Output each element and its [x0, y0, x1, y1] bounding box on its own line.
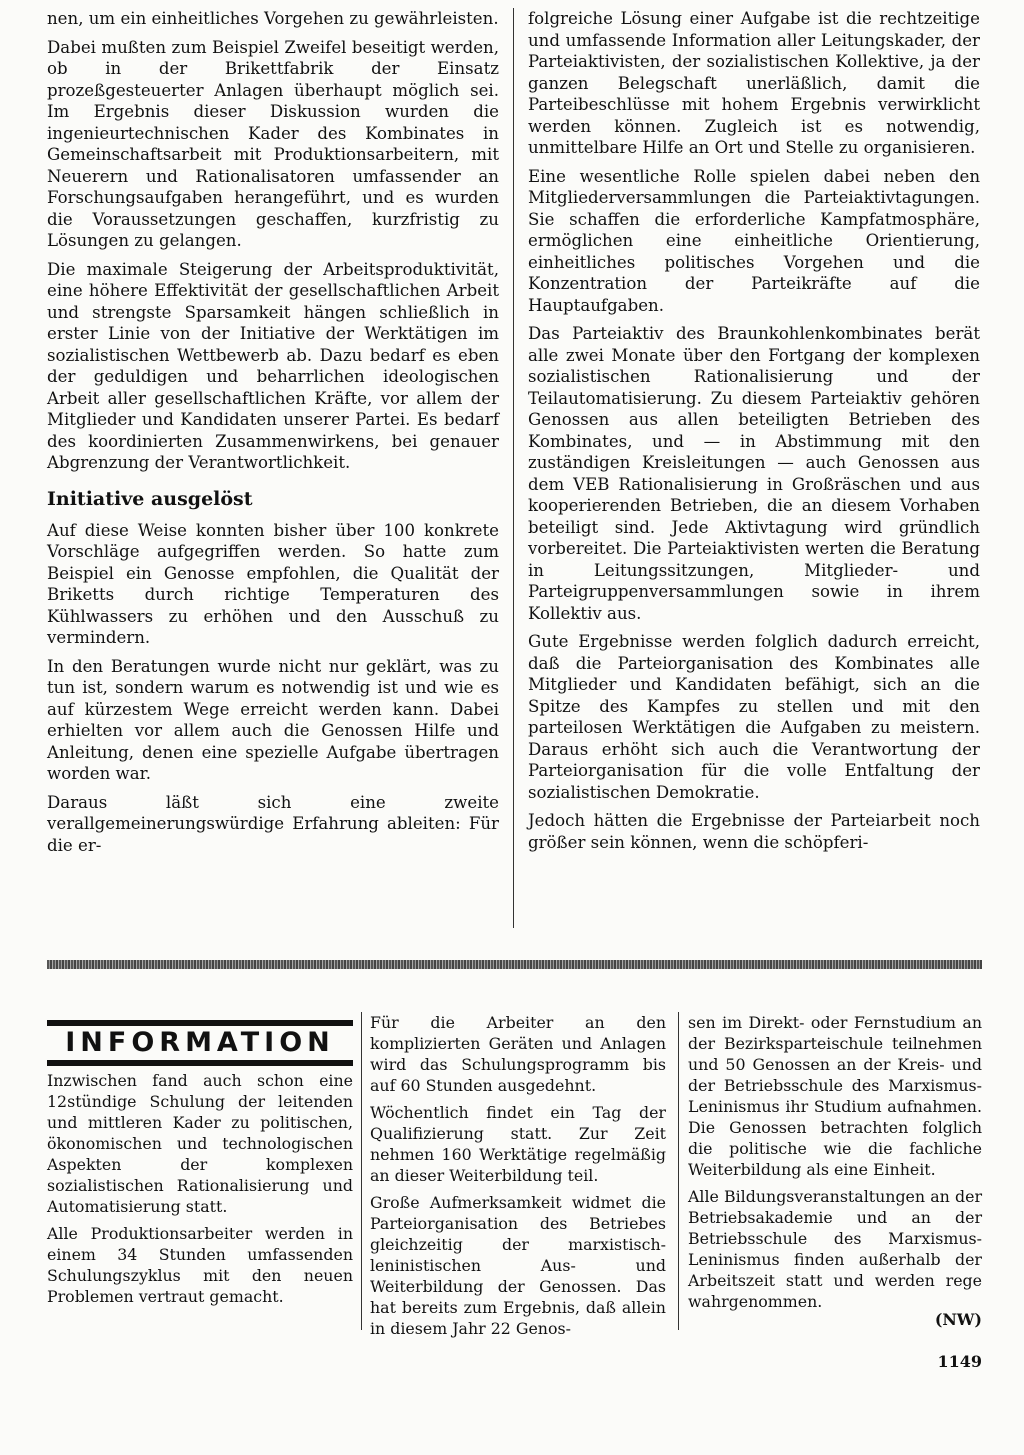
- information-heading: INFORMATION: [47, 1020, 353, 1066]
- page-number: 1149: [937, 1352, 982, 1371]
- paragraph: nen, um ein einheitliches Vorgehen zu gewährleisten.: [47, 9, 499, 28]
- paragraph: Daraus läßt sich eine zweite verallgemeinerungswürdige Erfahrung ableiten: Für die er-: [47, 792, 499, 855]
- article-right-column: [528, 8, 980, 860]
- paragraph: Große Aufmerksamkeit widmet die Parteiorganisation des Betriebes gleichzeitig der marxistisch-leninistischen Aus- und Weiterbildung der Genossen. Das hat bereits zum Ergebnis, daß allein in diesem Jahr 22 Genos-: [370, 1193, 666, 1338]
- paragraph: Dabei mußten zum Beispiel Zweifel beseitigt werden, ob in der Brikettfabrik der Einsatz prozeßgesteuerter Anlagen überhaupt möglich sei. Im Ergebnis dieser Diskussion wurden die ingenieurtechnischen Kader des Kombinates in Gemeinschaftsarbeit mit Produktionsarbeitern, mit Neuerern und Rationalisatoren umfassender an Forschungsaufgaben herangeführt, und es wurden die Voraussetzungen geschaffen, kurzfristig zu Lösungen zu gelangen.: [47, 37, 499, 250]
- paragraph: Das Parteiaktiv des Braunkohlenkombinates berät alle zwei Monate über den Fortgang der komplexen sozialistischen Rationalisierung und der Teilautomatisierung. Zu diesem Parteiaktiv gehören Genossen aus allen beteiligten Betrieben des Kombinates, und — in Abstimmung mit den zuständigen Kreisleitungen — auch Genossen aus dem VEB Rationalisierung in Großräschen und aus kooperierenden Betrieben, die an diesem Vorhaben beteiligt sind. Jede Aktivtagung wird gründlich vorbereitet. Die Parteiaktivisten werten die Beratung in Leitungssitzungen, Mitglieder- und Parteigruppenversammlungen sowie in ihrem Kollektiv aus.: [528, 324, 980, 623]
- paragraph: Gute Ergebnisse werden folglich dadurch erreicht, daß die Parteiorganisation des Kombinates alle Mitglieder und Kandidaten befähigt, sich an die Spitze des Kampfes zu stellen und mit den parteilosen Werktätigen die Aufgaben zu meistern. Daraus erhöht sich auch die Verantwortung der Parteiorganisation für die volle Entfaltung der sozialistischen Demokratie.: [528, 632, 980, 802]
- information-column-2: [370, 1012, 666, 1345]
- column-divider: [678, 1012, 679, 1330]
- column-divider: [513, 8, 514, 928]
- paragraph: folgreiche Lösung einer Aufgabe ist die rechtzeitige und umfassende Information aller Leitungskader, der Parteiaktivisten, der sozialistischen Kollektive, ja der ganzen Belegschaft unerläßlich, damit die Parteibeschlüsse mit hohem Ergebnis verwirklicht werden können. Zugleich ist es notwendig, unmittelbare Hilfe an Ort und Stelle zu organisieren.: [528, 9, 980, 157]
- paragraph: Auf diese Weise konnten bisher über 100 konkrete Vorschläge aufgegriffen werden. So hatte zum Beispiel ein Genosse empfohlen, die Qualität der Briketts durch richtige Temperaturen des Kühlwassers zu erhöhen und den Ausschuß zu vermindern.: [47, 520, 499, 647]
- column-divider: [361, 1012, 362, 1330]
- article-left-column: [47, 8, 499, 863]
- section-subheading: Initiative ausgelöst: [47, 487, 253, 510]
- paragraph: Die maximale Steigerung der Arbeitsproduktivität, eine höhere Effektivität der gesellschaftlichen Arbeit und strengste Sparsamkeit hängen schließlich in erster Linie von der Initiative der Werktätigen im sozialistischen Wettbewerb ab. Dazu bedarf es eben der geduldigen und beharrlichen ideologischen Arbeit aller gesellschaftlichen Kräfte, vor allem der Mitglieder und Kandidaten unserer Partei. Es bedarf des koordinierten Zusammenwirkens, bei genauer Abgrenzung der Verantwortlichkeit.: [47, 259, 499, 472]
- paragraph: In den Beratungen wurde nicht nur geklärt, was zu tun ist, sondern warum es notwendig ist und wie es auf kürzestem Wege erreicht werden kann. Dabei erhielten vor allem auch die Genossen Hilfe und Anleitung, denen eine spezielle Aufgabe übertragen worden war.: [47, 656, 499, 783]
- author-initials: (NW): [934, 1310, 982, 1329]
- paragraph: Alle Bildungsveranstaltungen an der Betriebsakademie und an der Betriebsschule des Marxismus-Leninismus finden außerhalb der Arbeitszeit statt und werden rege wahrgenommen.: [688, 1187, 982, 1311]
- paragraph: Alle Produktionsarbeiter werden in einem 34 Stunden umfassenden Schulungszyklus mit den neuen Problemen vertraut gemacht.: [47, 1224, 353, 1306]
- paragraph: Jedoch hätten die Ergebnisse der Parteiarbeit noch größer sein können, wenn die schöpferi-: [528, 811, 980, 852]
- information-column-1: [47, 1070, 353, 1313]
- information-column-3: [688, 1012, 982, 1318]
- section-divider-bar: [47, 960, 982, 969]
- paragraph: Für die Arbeiter an den komplizierten Geräten und Anlagen wird das Schulungsprogramm bis auf 60 Stunden ausgedehnt.: [370, 1013, 666, 1095]
- paragraph: Inzwischen fand auch schon eine 12stündige Schulung der leitenden und mittleren Kader zu politischen, ökonomischen und technologischen Aspekten der komplexen sozialistischen Rationalisierung und Automatisierung statt.: [47, 1071, 353, 1216]
- paragraph: sen im Direkt- oder Fernstudium an der Bezirksparteischule teilnehmen und 50 Genossen an der Kreis- und der Betriebsschule des Marxismus-Leninismus ihr Studium aufnahmen. Die Genossen betrachten folglich die politische wie die fachliche Weiterbildung als eine Einheit.: [688, 1013, 982, 1179]
- paragraph: Eine wesentliche Rolle spielen dabei neben den Mitgliederversammlungen die Parteiaktivtagungen. Sie schaffen die erforderliche Kampfatmosphäre, ermöglichen eine einheitliche Orientierung, einheitliches politisches Vorgehen und die Konzentration der Parteikräfte auf die Hauptaufgaben.: [528, 166, 980, 315]
- paragraph: Wöchentlich findet ein Tag der Qualifizierung statt. Zur Zeit nehmen 160 Werktätige regelmäßig an dieser Weiterbildung teil.: [370, 1103, 666, 1185]
